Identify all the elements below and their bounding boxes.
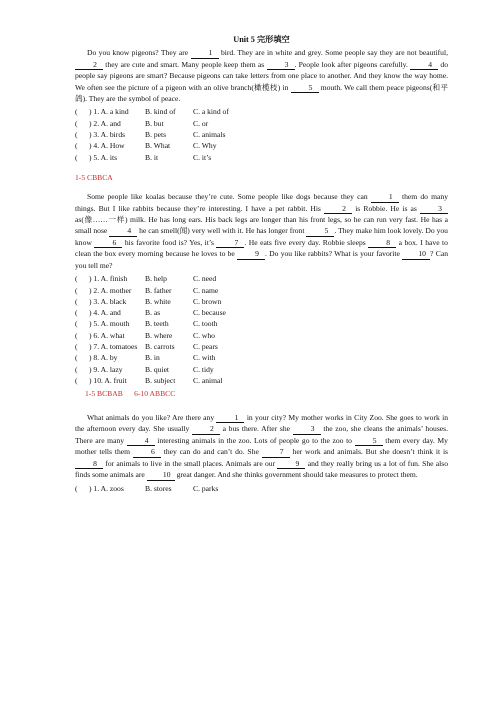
- option-row: ( ) 3. A. birds B. pets C. animals: [75, 129, 226, 139]
- option-row: ( ) 4. A. and B. as C. because: [75, 308, 226, 318]
- text-segment: What animals do you like? Are there any: [87, 412, 215, 422]
- blank-3: 3: [293, 424, 321, 435]
- blank-1: 1: [371, 192, 399, 203]
- text-segment: ? Can you tell me?: [75, 249, 448, 270]
- blank-10: 10: [402, 249, 430, 260]
- text-segment: them every day. My mother tells them: [75, 435, 448, 457]
- blank-1: 1: [191, 48, 219, 59]
- text-segment: a box. I have to clean the box every morning because he loves to be: [75, 237, 448, 259]
- blank-2: 2: [324, 204, 352, 215]
- text-segment: mouth. We call them peace pigeons(和平鸽). They are the symbol of peace.: [75, 82, 448, 104]
- option-row: ( ) 4. A. How B. What C. Why: [75, 141, 217, 151]
- passage-3-text: [75, 412, 448, 481]
- option-row: ( ) 2. A. and B. but C. or: [75, 118, 209, 128]
- text-segment: bird. They are in white and grey. Some people say they are not beautiful,: [220, 48, 448, 58]
- blank-5: 5: [355, 436, 383, 447]
- blank-7: 7: [216, 238, 244, 249]
- blank-3: 3: [420, 204, 448, 215]
- blank-4: 4: [410, 60, 438, 71]
- option-row: ( ) 1. A. zoos B. stores C. parks: [75, 483, 219, 493]
- text-segment: do people say pigeons are smart? Because pigeons can take letters from one place to another. And they know the way home. We often see the picture of a pigeon with an olive branch(橄榄枝) in: [75, 59, 449, 92]
- blank-10: 10: [147, 470, 175, 481]
- answer-key-1: 1-5 CBBCA: [75, 172, 113, 182]
- text-segment: . He eats five every day. Robbie sleeps: [244, 237, 366, 247]
- text-segment: her work and animals. But she doesn’t think it is: [292, 447, 449, 457]
- passage-1-options: [75, 106, 448, 162]
- option-row: ( ) 6. A. what B. where C. who: [75, 330, 215, 340]
- blank-2: 2: [192, 424, 220, 435]
- text-segment: . Do you like rabbits? What is your favorite: [265, 249, 400, 259]
- text-segment: interesting animals in the zoo. Lots of people go to the zoo to: [157, 435, 352, 445]
- blank-5: 5: [291, 83, 319, 94]
- passage-1-text: [75, 47, 448, 104]
- option-row: ( ) 10. A. fruit B. subject C. animal: [75, 375, 223, 385]
- text-segment: in your city? My mother works in City Zoo. She goes to work in the afternoon every day. She usually: [75, 412, 449, 434]
- passage-2-text: [75, 191, 448, 271]
- option-row: ( ) 1. A. a kind B. kind of C. a kind of: [75, 107, 229, 117]
- text-segment: his favorite food is? Yes, it’s: [124, 237, 214, 247]
- blank-7: 7: [262, 447, 290, 458]
- option-row: ( ) 7. A. tomatoes B. carrots C. pears: [75, 342, 218, 352]
- blank-4: 4: [109, 226, 137, 237]
- passage-2-options: [75, 273, 448, 386]
- blank-6: 6: [94, 238, 122, 249]
- text-segment: a bus there. After she: [222, 424, 290, 434]
- blank-1: 1: [216, 413, 244, 424]
- option-row: ( ) 3. A. black B. white C. brown: [75, 296, 222, 306]
- text-segment: Do you know pigeons? They are: [87, 48, 189, 58]
- text-segment: is Robbie. He is as: [355, 203, 417, 213]
- text-segment: great danger. And she thinks government should take measures to protect them.: [176, 470, 418, 480]
- blank-3: 3: [267, 60, 295, 71]
- text-segment: they are cute and smart. Many people keep them as: [105, 59, 265, 69]
- text-segment: for animals to live in the small places. Animals are our: [105, 458, 276, 468]
- passage-3-options: [75, 483, 448, 494]
- blank-4: 4: [127, 436, 155, 447]
- option-row: ( ) 2. A. mother B. father C. name: [75, 285, 219, 295]
- text-segment: as(像……一样) milk. He has long ears. His back legs are longer than his front legs, so he can run very fast. He has a small nose: [75, 215, 448, 236]
- text-segment: he can smell(闻) very well with it. He has longer front: [139, 226, 305, 236]
- blank-2: 2: [75, 60, 103, 71]
- blank-5: 5: [306, 226, 334, 237]
- blank-9: 9: [277, 459, 305, 470]
- option-row: ( ) 9. A. lazy B. quiet C. tidy: [75, 364, 214, 374]
- text-segment: . They make him look lovely. Do you know: [75, 226, 448, 247]
- text-segment: them do many things. But I like rabbits because they’re interesting. I have a pet rabbit. His: [75, 192, 449, 213]
- option-row: ( ) 8. A. by B. in C. with: [75, 353, 216, 363]
- text-segment: the zoo, she cleans the animals’ houses. There are many: [75, 424, 448, 445]
- worksheet-title: Unit 5 完形填空: [233, 35, 290, 44]
- option-row: ( ) 1. A. finish B. help C. need: [75, 274, 217, 284]
- blank-8: 8: [368, 238, 396, 249]
- text-segment: . People look after pigeons carefully.: [294, 59, 408, 69]
- text-segment: Some people like koalas because they’re cute. Some people like dogs because they can: [87, 192, 368, 202]
- blank-9: 9: [237, 249, 265, 260]
- blank-8: 8: [75, 459, 103, 470]
- text-segment: and they really bring us a lot of fun. She also finds some animals are: [75, 458, 449, 480]
- text-segment: they can do and can’t do. She: [163, 447, 259, 457]
- blank-6: 6: [133, 447, 161, 458]
- option-row: ( ) 5. A. its B. it C. it’s: [75, 152, 212, 162]
- option-row: ( ) 5. A. mouth B. teeth C. tooth: [75, 319, 218, 329]
- answer-key-2: 1-5 BCBAB 6-10 ABBCC: [85, 389, 176, 399]
